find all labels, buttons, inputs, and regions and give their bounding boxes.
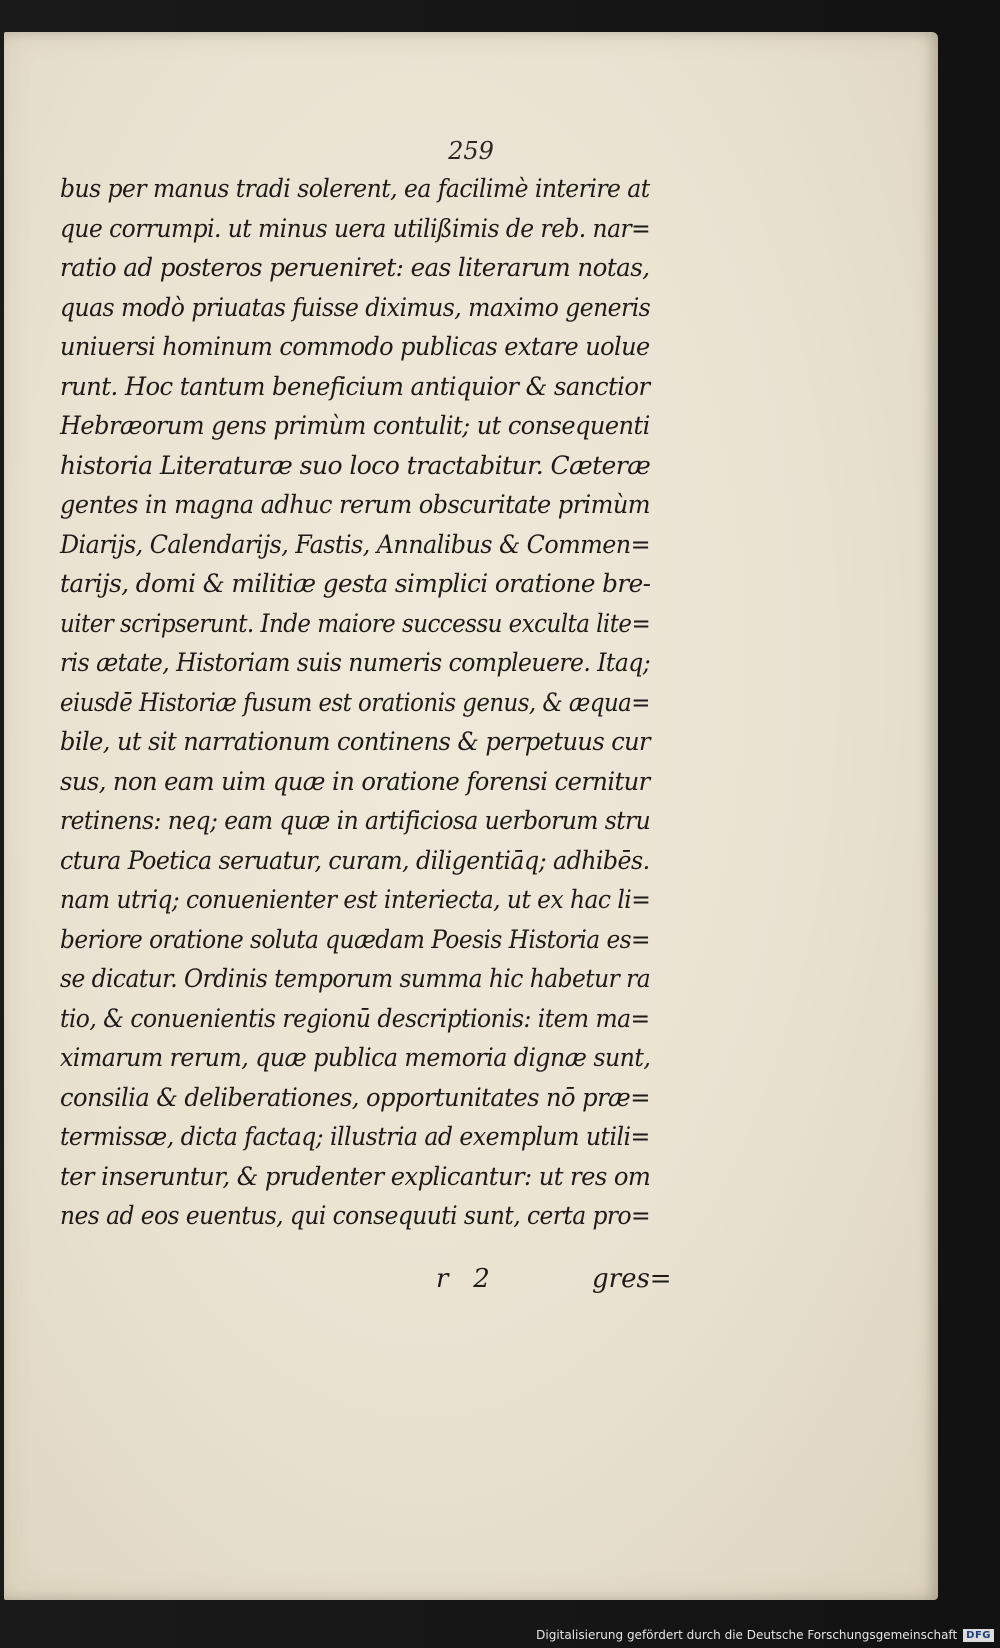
text-line: se dicatur. Ordinis temporum summa hic habetur ra [60,964,651,994]
signature-mark: r 2 [436,1264,490,1294]
text-line: nam utriq; conuenienter est interiecta, ut ex hac li= [60,885,651,915]
text-line: historia Literaturæ suo loco tractabitur. Cæteræ [60,450,651,481]
credit-text: Digitalisierung gefördert durch die Deutsche Forschungsgemeinschaft [536,1628,958,1642]
text-line: beriore oratione soluta quædam Poesis Historia es= [60,924,650,955]
text-line: tio, & conuenientis regionū descriptionis: item ma= [60,1003,650,1034]
text-line: ctura Poetica seruatur, curam, diligentiāq; adhibēs. [60,845,650,876]
text-line: consilia & deliberationes, opportunitates nō præ= [60,1082,650,1113]
text-line: retinens: neq; eam quæ in artificiosa uerborum stru [60,806,651,836]
text-line: uniuersi hominum commodo publicas extare uolue [60,332,650,362]
text-line: Hebræorum gens primùm contulit; ut consequenti [60,411,650,441]
dfg-logo-icon: DFG [963,1629,994,1642]
text-line: nes ad eos euentus, qui consequuti sunt, certa pro= [60,1201,651,1231]
text-line: Diarijs, Calendarijs, Fastis, Annalibus & Commen= [60,529,650,560]
text-line: que corrumpi. ut minus uera utilißimis de reb. nar= [60,213,651,244]
catchword: gres= [592,1264,672,1294]
digitization-credit [536,1624,994,1646]
text-line: quas modò priuatas fuisse diximus, maximo generis [60,292,651,323]
text-line: runt. Hoc tantum beneficium antiquior & sanctior [60,371,650,402]
text-line: ximarum rerum, quæ publica memoria dignæ sunt, [60,1043,651,1073]
text-line: bile, ut sit narrationum continens & perpetuus cur [60,727,650,757]
text-line: uiter scripserunt. Inde maiore successu exculta lite= [60,608,651,639]
text-line: bus per manus tradi solerent, ea facilimè interire at [60,174,650,204]
text-line: eiusdē Historiæ fusum est orationis genus, & æqua= [60,687,650,718]
text-line: sus, non eam uim quæ in oratione forensi cernitur [60,766,650,797]
text-line: ratio ad posteros perueniret: eas literarum notas, [60,253,650,283]
text-line: ter inseruntur, & prudenter explicantur: ut res om [60,1161,651,1192]
text-line: ris ætate, Historiam suis numeris compleuere. Itaq; [60,648,651,678]
body-text [60,170,680,1237]
book-page [4,32,938,1600]
text-line: gentes in magna adhuc rerum obscuritate primùm [60,490,650,520]
page-foot [4,1264,938,1304]
page-number: 259 [448,137,494,165]
text-line: tarijs, domi & militiæ gesta simplici oratione bre- [60,569,651,599]
text-line: termissæ, dicta factaq; illustria ad exemplum utili= [60,1122,650,1152]
